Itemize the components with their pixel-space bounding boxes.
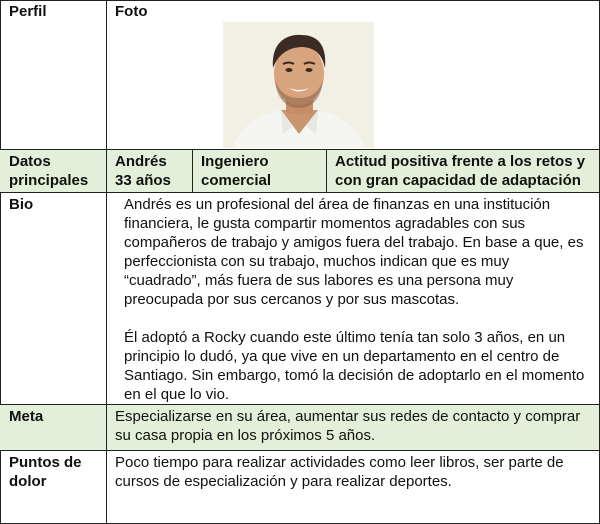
dolor-text: Poco tiempo para realizar actividades como leer libros, ser parte de cursos de especialización y para realizar deportes. — [107, 451, 600, 524]
meta-text: Especializarse en su área, aumentar sus redes de contacto y comprar su casa propia en los próximos 5 años. — [107, 405, 600, 451]
perfil-label: Perfil — [0, 0, 107, 150]
bio-paragraph-2: Él adoptó a Rocky cuando este último tenía tan solo 3 años, en un principio lo dudó, ya que vive en un departamento en el centro de Santiago. Sin embargo, tomó la decisión de adoptarlo en el momento en el que lo vio. — [124, 329, 585, 403]
datos-profession: Ingeniero comercial — [193, 150, 327, 193]
foto-label: Foto — [107, 0, 600, 150]
datos-name-age: Andrés 33 años — [107, 150, 193, 193]
meta-label: Meta — [0, 405, 107, 451]
dolor-label: Puntos de dolor — [0, 451, 107, 524]
datos-label: Datos principales — [0, 150, 107, 193]
profile-photo — [223, 22, 374, 148]
bio-label: Bio — [0, 193, 107, 405]
bio-paragraph-1: Andrés es un profesional del área de finanzas en una institución financiera, le gusta compartir momentos agradables con sus compañeros de trabajo y amigos fuera del trabajo. En base a que, es perfeccionista con su trabajo, muchos indican que es muy “cuadrado”, más fuera de sus labores es una persona muy preocupada por sus cercanos y por sus mascotas. — [124, 196, 584, 308]
datos-attitude: Actitud positiva frente a los retos y con gran capacidad de adaptación — [327, 150, 600, 193]
bio-text — [107, 193, 600, 405]
